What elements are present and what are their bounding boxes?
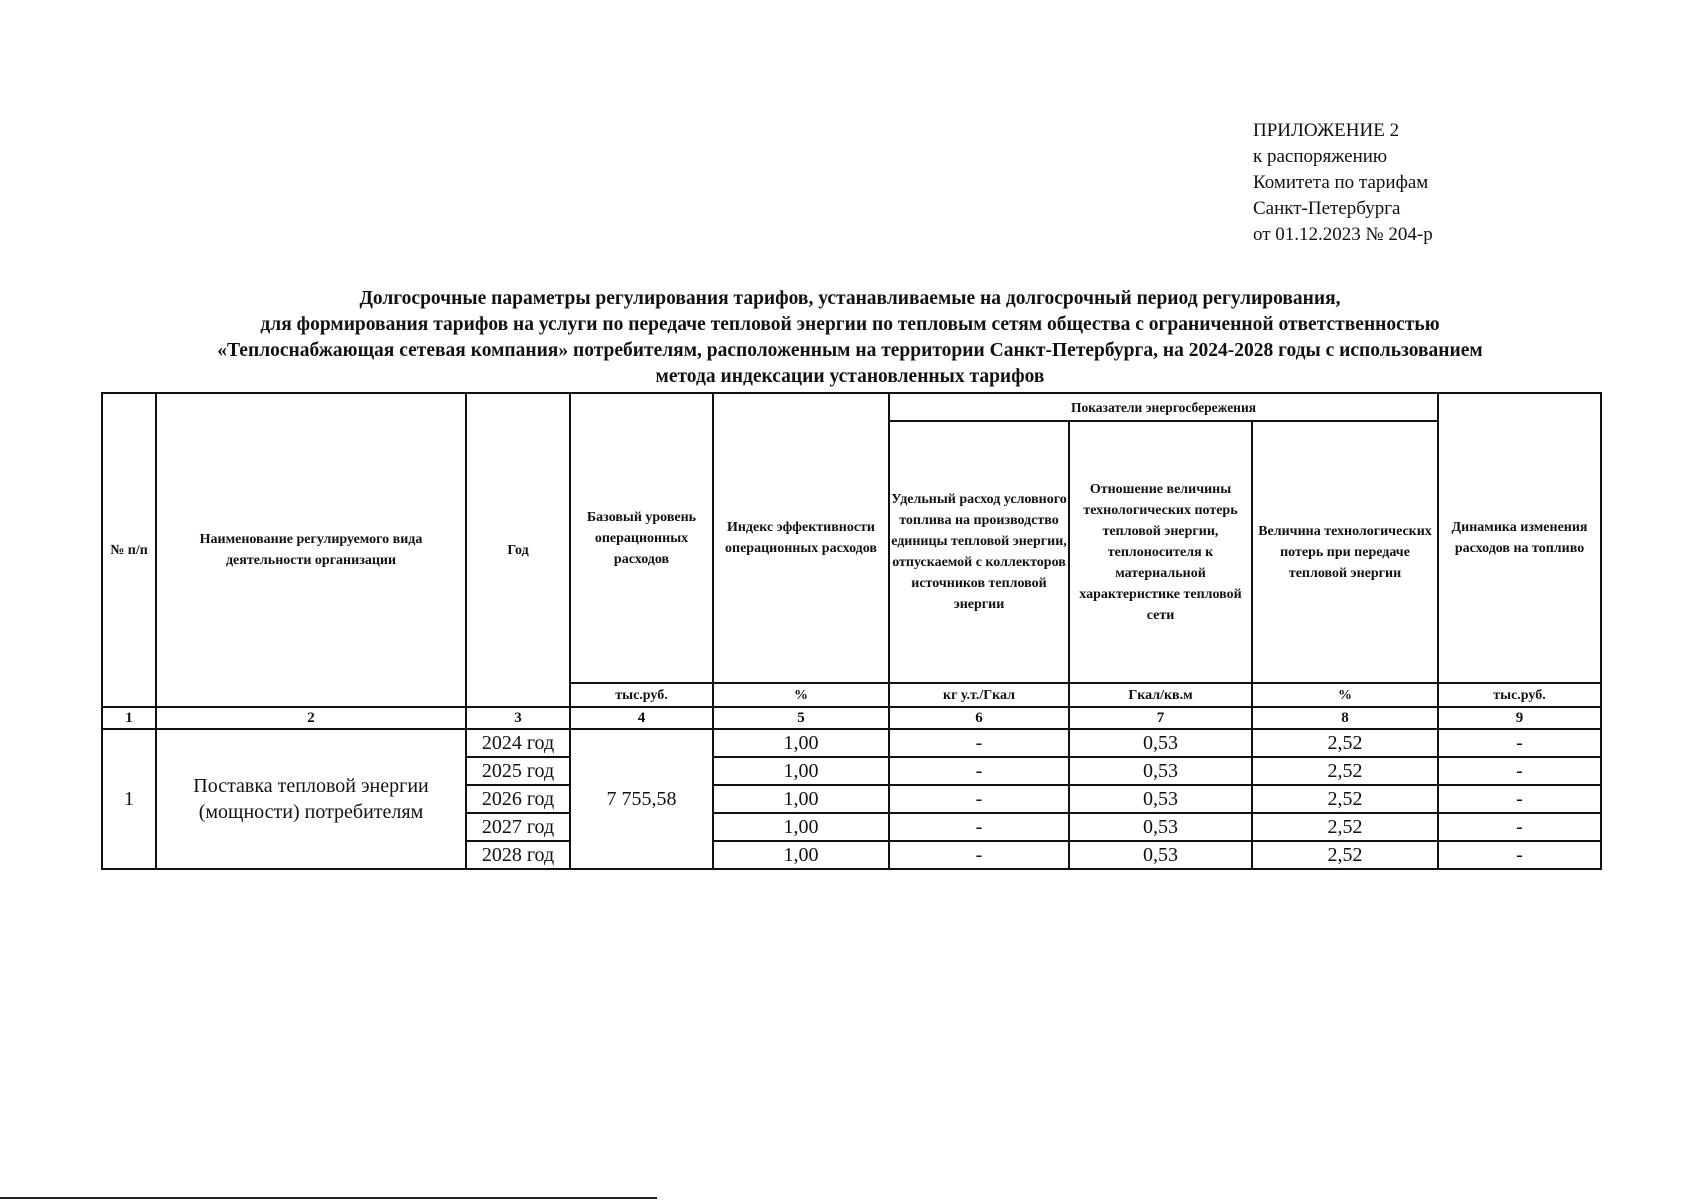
column-numbers-row [102, 707, 1601, 729]
title-line: метода индексации установленных тарифов [655, 366, 1045, 387]
annex-line: к распоряжению [1253, 146, 1388, 167]
col-number: 6 [889, 707, 1069, 729]
activity-name: Поставка тепловой энергии (мощности) потребителям [156, 729, 466, 869]
fuel-cell: - [889, 813, 1069, 841]
index-cell: 1,00 [713, 841, 889, 869]
annex-line: Комитета по тарифам [1253, 172, 1429, 193]
fuel-cell: - [889, 841, 1069, 869]
row-number: 1 [102, 729, 156, 869]
header-fuel-consumption: Удельный расход условного топлива на производство единицы тепловой энергии, отпускаемой с коллекторов источников тепловой энергии [889, 421, 1069, 683]
dynamics-cell: - [1438, 813, 1601, 841]
col-number: 5 [713, 707, 889, 729]
unit-c5: % [713, 683, 889, 707]
losses-cell: 2,52 [1252, 841, 1438, 869]
col-number: 3 [466, 707, 570, 729]
unit-c7: Гкал/кв.м [1069, 683, 1252, 707]
dynamics-cell: - [1438, 729, 1601, 757]
title-line: Долгосрочные параметры регулирования тарифов, устанавливаемые на долгосрочный период регулирования, [359, 288, 1341, 309]
title-line: «Теплоснабжающая сетевая компания» потребителям, расположенным на территории Санкт-Петербурга, на 2024-2028 годы с использованием [217, 340, 1483, 361]
ratio-cell: 0,53 [1069, 785, 1252, 813]
document-title [120, 286, 1580, 390]
col-number: 1 [102, 707, 156, 729]
header-no: № п/п [102, 393, 156, 707]
col-number: 7 [1069, 707, 1252, 729]
dynamics-cell: - [1438, 785, 1601, 813]
header-base-level: Базовый уровень операционных расходов [570, 393, 713, 683]
footnote-divider [0, 1197, 657, 1199]
unit-c6: кг у.т./Гкал [889, 683, 1069, 707]
col-number: 2 [156, 707, 466, 729]
ratio-cell: 0,53 [1069, 841, 1252, 869]
year-cell: 2025 год [466, 757, 570, 785]
dynamics-cell: - [1438, 757, 1601, 785]
annex-title: ПРИЛОЖЕНИЕ 2 [1253, 120, 1400, 141]
ratio-cell: 0,53 [1069, 813, 1252, 841]
table-row [102, 729, 1601, 757]
header-fuel-dynamics: Динамика изменения расходов на топливо [1438, 393, 1601, 683]
index-cell: 1,00 [713, 813, 889, 841]
losses-cell: 2,52 [1252, 813, 1438, 841]
index-cell: 1,00 [713, 785, 889, 813]
header-energy-saving: Показатели энергосбережения [889, 393, 1438, 421]
parameters-table [101, 392, 1602, 870]
unit-c9: тыс.руб. [1438, 683, 1601, 707]
header-losses-value: Величина технологических потерь при передаче тепловой энергии [1252, 421, 1438, 683]
ratio-cell: 0,53 [1069, 729, 1252, 757]
unit-c4: тыс.руб. [570, 683, 713, 707]
header-activity: Наименование регулируемого вида деятельности организации [156, 393, 466, 707]
losses-cell: 2,52 [1252, 729, 1438, 757]
annex-date: от 01.12.2023 № 204-р [1253, 224, 1433, 245]
base-level-value: 7 755,58 [570, 729, 713, 869]
col-number: 9 [1438, 707, 1601, 729]
header-losses-ratio: Отношение величины технологических потерь тепловой энергии, теплоносителя к материальной характеристике тепловой сети [1069, 421, 1252, 683]
year-cell: 2028 год [466, 841, 570, 869]
year-cell: 2026 год [466, 785, 570, 813]
annex-line: Санкт-Петербурга [1253, 198, 1401, 219]
unit-c8: % [1252, 683, 1438, 707]
annex-block [1253, 118, 1433, 248]
fuel-cell: - [889, 785, 1069, 813]
year-cell: 2024 год [466, 729, 570, 757]
ratio-cell: 0,53 [1069, 757, 1252, 785]
col-number: 8 [1252, 707, 1438, 729]
index-cell: 1,00 [713, 729, 889, 757]
title-line: для формирования тарифов на услуги по передаче тепловой энергии по тепловым сетям общества с ограниченной ответственностью [260, 314, 1440, 335]
fuel-cell: - [889, 757, 1069, 785]
col-number: 4 [570, 707, 713, 729]
header-efficiency-index: Индекс эффективности операционных расходов [713, 393, 889, 683]
year-cell: 2027 год [466, 813, 570, 841]
dynamics-cell: - [1438, 841, 1601, 869]
header-year: Год [466, 393, 570, 707]
fuel-cell: - [889, 729, 1069, 757]
losses-cell: 2,52 [1252, 757, 1438, 785]
index-cell: 1,00 [713, 757, 889, 785]
losses-cell: 2,52 [1252, 785, 1438, 813]
